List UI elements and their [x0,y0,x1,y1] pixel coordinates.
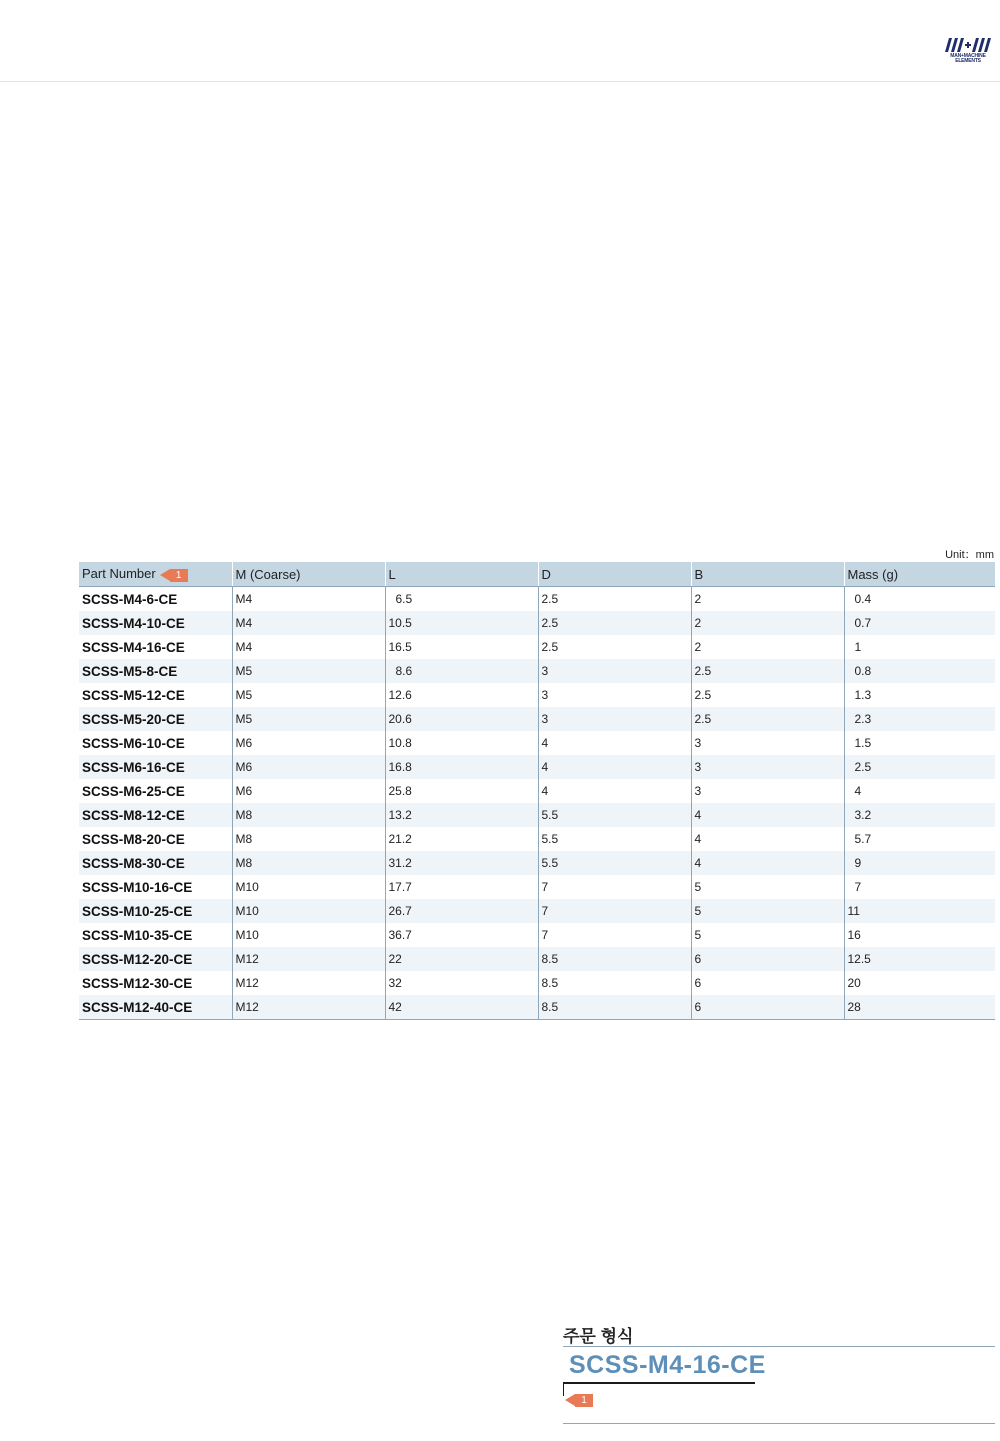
table-cell: 0.4 [844,587,995,612]
order-code-example: SCSS-M4-16-CE [569,1351,766,1379]
table-cell: 32 [385,971,538,995]
table-row [79,947,995,971]
table-cell: 3.2 [844,803,995,827]
table-cell: 2.3 [844,707,995,731]
table-cell: M6 [232,731,385,755]
table-cell: 16.8 [385,755,538,779]
table-cell: M6 [232,755,385,779]
table-cell: 4 [538,755,691,779]
table-cell: M5 [232,659,385,683]
table-cell: 12.6 [385,683,538,707]
part-number-cell: SCSS-M12-40-CE [79,995,232,1020]
table-cell: 2.5 [538,587,691,612]
table-cell: M4 [232,635,385,659]
spec-table [79,562,995,1020]
table-cell: 2.5 [538,635,691,659]
table-cell: 26.7 [385,899,538,923]
table-cell: 5 [691,923,844,947]
logo-text-line1: MAN+MACHINE [950,53,986,59]
table-cell: M8 [232,803,385,827]
table-cell: 5.5 [538,851,691,875]
table-cell: 4 [538,779,691,803]
part-number-cell: SCSS-M10-25-CE [79,899,232,923]
part-number-cell: SCSS-M5-12-CE [82,687,185,703]
table-row [79,707,995,731]
table-cell: 3 [538,683,691,707]
part-number-cell: SCSS-M5-8-CE [79,659,232,683]
table-row [79,923,995,947]
table-cell: M10 [232,875,385,899]
order-format-title: 주문 형식 [563,1327,634,1346]
table-header-row [79,562,995,587]
header-mass: Mass (g) [844,562,995,587]
order-bottom-rule [563,1423,995,1424]
table-row [79,779,995,803]
table-row [79,635,995,659]
table-cell: 16.5 [385,635,538,659]
table-cell: 2.5 [538,611,691,635]
header-l: L [385,562,538,587]
table-cell: 4 [691,803,844,827]
table-cell: 11 [844,899,995,923]
table-cell: M10 [232,923,385,947]
table-cell: 36.7 [385,923,538,947]
part-number-cell: SCSS-M10-16-CE [82,879,193,895]
table-row [79,659,995,683]
table-cell: 3 [538,707,691,731]
table-cell: 13.2 [385,803,538,827]
part-number-cell: SCSS-M6-16-CE [79,755,232,779]
table-cell: 21.2 [385,827,538,851]
table-cell: 8.5 [538,995,691,1020]
order-callout-badge: 1 [575,1394,593,1407]
brand-logo [942,36,994,66]
table-cell: 0.8 [844,659,995,683]
table-cell: 5.5 [538,827,691,851]
table-cell: M12 [232,947,385,971]
table-cell: M8 [232,827,385,851]
part-number-cell: SCSS-M8-12-CE [79,803,232,827]
table-cell: 42 [385,995,538,1020]
table-cell: 5.7 [844,827,995,851]
table-cell: 2.5 [691,707,844,731]
table-cell: 6 [691,947,844,971]
part-number-cell: SCSS-M12-30-CE [82,975,193,991]
table-row [79,611,995,635]
table-cell: 6.5 [385,587,538,612]
table-cell: 31.2 [385,851,538,875]
table-cell: M6 [232,779,385,803]
table-cell: 0.7 [844,611,995,635]
table-cell: 3 [538,659,691,683]
table-cell: M4 [232,587,385,612]
table-cell: 2.5 [691,683,844,707]
table-cell: 20 [844,971,995,995]
table-cell: 4 [691,827,844,851]
table-cell: 12.5 [844,947,995,971]
part-number-cell: SCSS-M5-20-CE [79,707,232,731]
table-cell: 7 [538,875,691,899]
table-cell: M12 [232,971,385,995]
table-cell: 25.8 [385,779,538,803]
header-b: B [691,562,844,587]
table-cell: 9 [844,851,995,875]
part-number-cell: SCSS-M6-25-CE [82,783,185,799]
table-cell: 5 [691,875,844,899]
logo-icon [942,36,994,54]
table-cell: M4 [232,611,385,635]
table-cell: 8.5 [538,971,691,995]
table-cell: 7 [538,899,691,923]
part-number-cell: SCSS-M8-20-CE [82,831,185,847]
table-cell: 3 [691,755,844,779]
table-cell: 8.5 [538,947,691,971]
part-number-cell: SCSS-M4-6-CE [82,591,178,607]
table-row [79,995,995,1020]
order-code-underline [563,1382,755,1384]
table-cell: M12 [232,995,385,1020]
part-number-cell: SCSS-M12-20-CE [79,947,232,971]
table-cell: 10.8 [385,731,538,755]
part-number-cell: SCSS-M6-10-CE [82,735,185,751]
table-cell: 6 [691,995,844,1020]
logo-text-line2: ELEMENTS [955,58,981,64]
part-number-badge: 1 [170,569,188,582]
order-format-section [563,1322,995,1406]
header-part-number-label: Part Number [82,566,156,582]
table-cell: 7 [538,923,691,947]
order-callout-tick [563,1382,564,1396]
part-number-cell: SCSS-M8-30-CE [79,851,232,875]
header-divider [0,81,1000,82]
table-cell: 10.5 [385,611,538,635]
unit-label: Unit：mm [945,549,994,561]
table-row [79,875,995,899]
table-cell: M8 [232,851,385,875]
table-row [79,851,995,875]
table-cell: 1 [844,635,995,659]
table-row [79,803,995,827]
table-body [79,587,995,1020]
header-part-number [79,562,232,587]
table-cell: 1.3 [844,683,995,707]
table-cell: 5.5 [538,803,691,827]
table-cell: 17.7 [385,875,538,899]
table-cell: 3 [691,779,844,803]
header-m-coarse: M (Coarse) [232,562,385,587]
table-cell: 1.5 [844,731,995,755]
table-cell: 2.5 [844,755,995,779]
header-d: D [538,562,691,587]
table-cell: 4 [691,851,844,875]
table-row [79,755,995,779]
table-cell: 20.6 [385,707,538,731]
table-cell: 28 [844,995,995,1020]
table-cell: 2 [691,587,844,612]
order-top-rule [563,1346,995,1347]
table-row [79,971,995,995]
table-cell: 5 [691,899,844,923]
table-cell: 2.5 [691,659,844,683]
table-row [79,827,995,851]
table-cell: M5 [232,707,385,731]
table-row [79,683,995,707]
table-cell: M5 [232,683,385,707]
table-cell: 16 [844,923,995,947]
part-number-cell: SCSS-M4-10-CE [79,611,232,635]
table-cell: 4 [538,731,691,755]
table-cell: M10 [232,899,385,923]
table-cell: 2 [691,611,844,635]
table-cell: 4 [844,779,995,803]
table-row [79,731,995,755]
table-row [79,899,995,923]
part-number-cell: SCSS-M4-16-CE [82,639,185,655]
table-cell: 7 [844,875,995,899]
table-cell: 3 [691,731,844,755]
part-number-cell: SCSS-M10-35-CE [82,927,193,943]
table-cell: 2 [691,635,844,659]
table-row [79,587,995,612]
table-cell: 22 [385,947,538,971]
table-cell: 6 [691,971,844,995]
table-cell: 8.6 [385,659,538,683]
